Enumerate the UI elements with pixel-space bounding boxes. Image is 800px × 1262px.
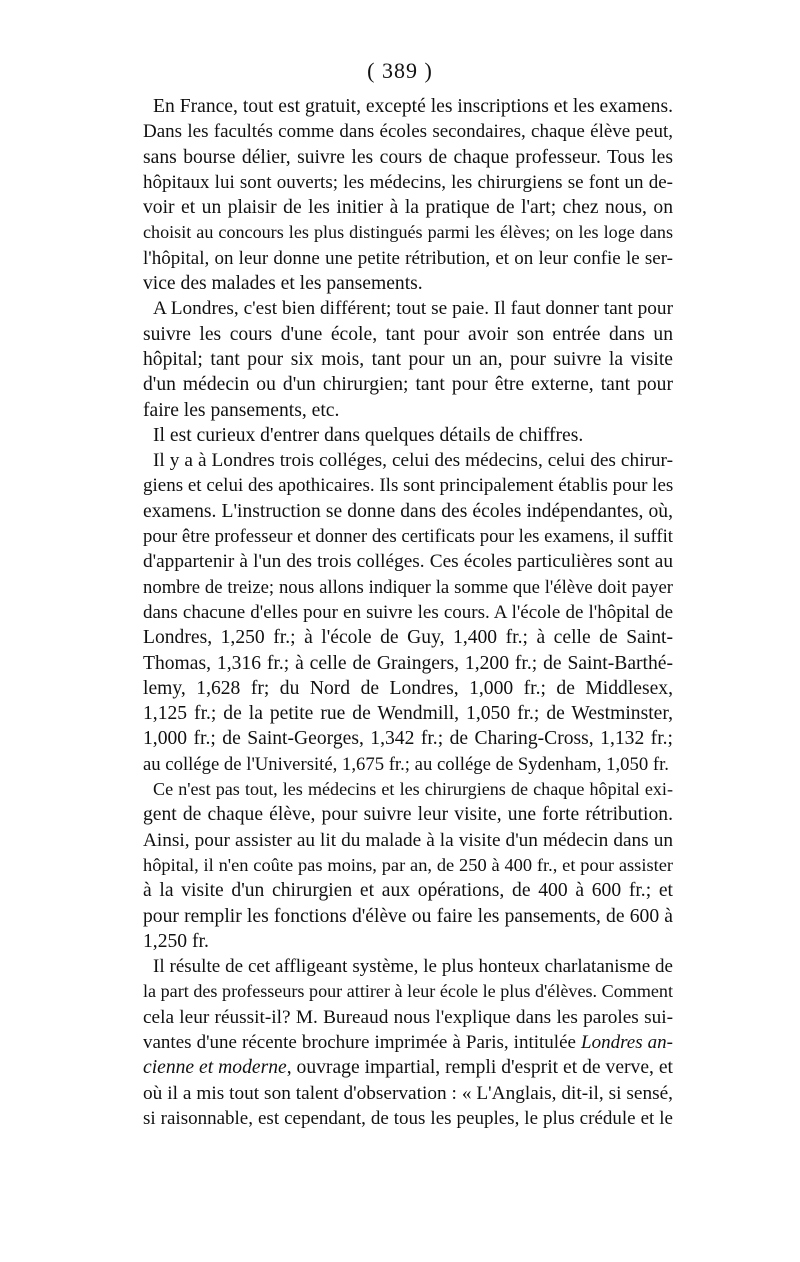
text-line: pour être professeur et donner des certificats pour les examens, il suffit [143, 526, 673, 548]
text-line: Londres, 1,250 fr.; à l'école de Guy, 1,400 fr.; à celle de Saint- [143, 627, 673, 649]
text-line: d'un médecin ou d'un chirurgien; tant pour être externe, tant pour [143, 374, 673, 396]
text-line: où il a mis tout son talent d'observation : « L'Anglais, dit-il, si sensé, [143, 1082, 673, 1104]
text-line: pour remplir les fonctions d'élève ou faire les pansements, de 600 à [143, 905, 673, 927]
text-line: gent de chaque élève, pour suivre leur visite, une forte rétribution. [143, 804, 673, 826]
text-line: voir et un plaisir de les initier à la pratique de l'art; chez nous, on [143, 197, 673, 219]
text-line: l'hôpital, on leur donne une petite rétribution, et on leur confie le ser- [143, 247, 673, 269]
text-line: suivre les cours d'une école, tant pour avoir son entrée dans un [143, 323, 673, 345]
text-line: giens et celui des apothicaires. Ils sont principalement établis pour les [143, 475, 674, 497]
text-line: cela leur réussit-il? M. Bureaud nous l'explique dans les paroles sui- [143, 1006, 673, 1028]
italic-title: cienne et moderne [143, 1057, 287, 1079]
text-line: à la visite d'un chirurgien et aux opérations, de 400 à 600 fr.; et [143, 880, 673, 902]
text-line: Il y a à Londres trois colléges, celui des médecins, celui des chirur- [153, 450, 673, 472]
text-line: En France, tout est gratuit, excepté les inscriptions et les examens. [153, 96, 673, 117]
text-line: faire les pansements, etc. [143, 399, 340, 421]
text-line: Ainsi, pour assister au lit du malade à la visite d'un médecin dans un [143, 829, 673, 851]
text-line [143, 1030, 673, 1055]
page-number: ( 389 ) [367, 58, 433, 83]
text-span: vantes d'une récente brochure imprimée à Paris, intitulée [143, 1031, 576, 1053]
text-line: hôpital; tant pour six mois, tant pour un an, pour suivre la visite [143, 348, 673, 370]
text-line: la part des professeurs pour attirer à leur école le plus d'élèves. Comment [143, 981, 673, 1002]
text-line: A Londres, c'est bien différent; tout se paie. Il faut donner tant pour [153, 298, 673, 320]
text-line: 1,000 fr.; de Saint-Georges, 1,342 fr.; de Charing-Cross, 1,132 fr.; [143, 728, 673, 750]
body-text [143, 94, 673, 1131]
italic-title: Londres an- [581, 1031, 673, 1053]
text-line: au collége de l'Université, 1,675 fr.; au collége de Sydenham, 1,050 fr. [143, 753, 669, 775]
text-line: si raisonnable, est cependant, de tous les peuples, le plus crédule et le [143, 1107, 673, 1129]
text-line: hôpital, il n'en coûte pas moins, par an, de 250 à 400 fr., et pour assister [143, 854, 673, 875]
text-line: Dans les facultés comme dans écoles secondaires, chaque élève peut, [143, 121, 673, 143]
text-line: Il est curieux d'entrer dans quelques détails de chiffres. [153, 424, 584, 446]
text-line: dans chacune d'elles pour en suivre les cours. A l'école de l'hôpital de [143, 601, 673, 623]
text-line: examens. L'instruction se donne dans des écoles indépendantes, où, [143, 500, 673, 522]
text-line: vice des malades et les pansements. [143, 273, 423, 295]
text-line: hôpitaux lui sont ouverts; les médecins, les chirurgiens se font un de- [143, 171, 673, 193]
text-line: choisit au concours les plus distingués parmi les élèves; on les loge dans [143, 222, 673, 243]
text-line: d'appartenir à l'un des trois colléges. Ces écoles particulières sont au [143, 551, 673, 573]
text-line: 1,250 fr. [143, 930, 209, 952]
text-line: nombre de treize; nous allons indiquer la somme que l'élève doit payer [143, 576, 673, 598]
text-line: cienne et moderne, ouvrage impartial, rempli d'esprit et de verve, et [143, 1057, 674, 1079]
text-line: Ce n'est pas tout, les médecins et les chirurgiens de chaque hôpital exi- [153, 779, 673, 800]
text-line: lemy, 1,628 fr; du Nord de Londres, 1,000 fr.; de Middlesex, [143, 677, 673, 699]
text-line: sans bourse délier, suivre les cours de chaque professeur. Tous les [143, 146, 673, 168]
text-line: Il résulte de cet affligeant système, le plus honteux charlatanisme de [153, 956, 673, 978]
text-line: 1,125 fr.; de la petite rue de Wendmill, 1,050 fr.; de Westminster, [143, 703, 673, 725]
text-line: Thomas, 1,316 fr.; à celle de Graingers, 1,200 fr.; de Saint-Barthé- [143, 652, 673, 674]
